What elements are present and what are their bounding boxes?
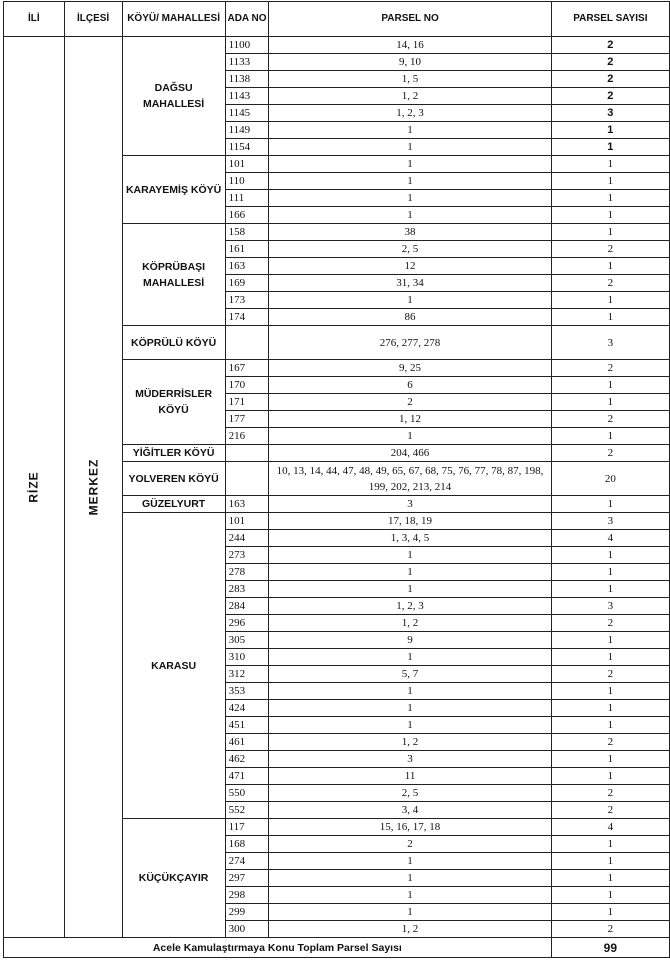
parsel-sayisi-cell: 1 xyxy=(551,547,669,564)
parsel-sayisi-cell: 1 xyxy=(551,887,669,904)
ada-no-cell: 424 xyxy=(225,700,269,717)
parsel-no-cell: 2, 5 xyxy=(269,785,551,802)
parsel-no-cell: 1, 2, 3 xyxy=(269,598,551,615)
parsel-sayisi-cell: 1 xyxy=(551,581,669,598)
parsel-no-cell: 1 xyxy=(269,717,551,734)
ada-no-cell: 216 xyxy=(225,428,269,445)
parsel-no-cell: 10, 13, 14, 44, 47, 48, 49, 65, 67, 68, 75, 76, 77, 78, 87, 198, 199, 202, 213, 214 xyxy=(269,462,551,496)
parsel-sayisi-cell: 2 xyxy=(551,37,669,54)
ada-no-cell: 244 xyxy=(225,530,269,547)
ada-no-cell: 552 xyxy=(225,802,269,819)
parsel-sayisi-cell: 1 xyxy=(551,836,669,853)
parsel-sayisi-cell: 1 xyxy=(551,751,669,768)
ada-no-cell: 166 xyxy=(225,207,269,224)
parsel-no-cell: 15, 16, 17, 18 xyxy=(269,819,551,836)
parsel-sayisi-cell: 1 xyxy=(551,190,669,207)
total-label: Acele Kamulaştırmaya Konu Toplam Parsel Sayısı xyxy=(4,938,552,958)
ada-no-cell: 305 xyxy=(225,632,269,649)
header-il: İLİ xyxy=(4,2,65,37)
parsel-no-cell: 276, 277, 278 xyxy=(269,326,551,360)
parsel-sayisi-cell: 2 xyxy=(551,785,669,802)
ada-no-cell: 167 xyxy=(225,360,269,377)
mahalle-cell: YİĞİTLER KÖYÜ xyxy=(122,445,225,462)
ada-no-cell: 451 xyxy=(225,717,269,734)
ada-no-cell: 284 xyxy=(225,598,269,615)
parsel-sayisi-cell: 1 xyxy=(551,768,669,785)
ada-no-cell: 111 xyxy=(225,190,269,207)
ada-no-cell: 101 xyxy=(225,513,269,530)
ada-no-cell: 1138 xyxy=(225,71,269,88)
ada-no-cell: 274 xyxy=(225,853,269,870)
parsel-no-cell: 1 xyxy=(269,870,551,887)
mahalle-cell: KARASU xyxy=(122,513,225,819)
parsel-sayisi-cell: 4 xyxy=(551,819,669,836)
ada-no-cell: 471 xyxy=(225,768,269,785)
parsel-no-cell: 17, 18, 19 xyxy=(269,513,551,530)
mahalle-cell: GÜZELYURT xyxy=(122,496,225,513)
mahalle-cell: KARAYEMİŞ KÖYÜ xyxy=(122,156,225,224)
ada-no-cell: 298 xyxy=(225,887,269,904)
ada-no-cell: 278 xyxy=(225,564,269,581)
parsel-no-cell: 1, 3, 4, 5 xyxy=(269,530,551,547)
parsel-sayisi-cell: 2 xyxy=(551,241,669,258)
parsel-sayisi-cell: 20 xyxy=(551,462,669,496)
parsel-no-cell: 1 xyxy=(269,683,551,700)
ada-no-cell: 1149 xyxy=(225,122,269,139)
parsel-sayisi-cell: 1 xyxy=(551,377,669,394)
parsel-no-cell: 1, 2 xyxy=(269,88,551,105)
mahalle-cell: MÜDERRİSLER KÖYÜ xyxy=(122,360,225,445)
parsel-no-cell: 1 xyxy=(269,190,551,207)
parsel-no-cell: 1 xyxy=(269,156,551,173)
ada-no-cell: 297 xyxy=(225,870,269,887)
total-value: 99 xyxy=(551,938,669,958)
parsel-sayisi-cell: 2 xyxy=(551,921,669,938)
table-row xyxy=(4,37,670,54)
ada-no-cell: 110 xyxy=(225,173,269,190)
parsel-no-cell: 38 xyxy=(269,224,551,241)
parsel-no-cell: 1 xyxy=(269,904,551,921)
parsel-no-cell: 1 xyxy=(269,853,551,870)
parsel-no-cell: 1, 5 xyxy=(269,71,551,88)
parsel-no-cell: 1 xyxy=(269,428,551,445)
parsel-no-cell: 1, 2 xyxy=(269,921,551,938)
parsel-sayisi-cell: 2 xyxy=(551,275,669,292)
parsel-no-cell: 1, 2 xyxy=(269,615,551,632)
ada-no-cell xyxy=(225,326,269,360)
parsel-no-cell: 1 xyxy=(269,887,551,904)
ada-no-cell: 273 xyxy=(225,547,269,564)
header-ada-no: ADA NO xyxy=(225,2,269,37)
parsel-sayisi-cell: 2 xyxy=(551,445,669,462)
parsel-sayisi-cell: 4 xyxy=(551,530,669,547)
parsel-no-cell: 86 xyxy=(269,309,551,326)
header-ilce: İLÇESİ xyxy=(64,2,122,37)
parsel-no-cell: 2 xyxy=(269,394,551,411)
parsel-no-cell: 5, 7 xyxy=(269,666,551,683)
parsel-no-cell: 1 xyxy=(269,649,551,666)
parsel-no-cell: 3 xyxy=(269,496,551,513)
ada-no-cell: 1133 xyxy=(225,54,269,71)
parsel-sayisi-cell: 1 xyxy=(551,564,669,581)
mahalle-cell: KÜÇÜKÇAYIR xyxy=(122,819,225,938)
parsel-no-cell: 1, 2, 3 xyxy=(269,105,551,122)
ilce-cell xyxy=(64,37,122,938)
parsel-no-cell: 6 xyxy=(269,377,551,394)
parcel-table xyxy=(3,1,670,958)
parsel-sayisi-cell: 2 xyxy=(551,802,669,819)
parsel-sayisi-cell: 3 xyxy=(551,326,669,360)
ilce-label: MERKEZ xyxy=(86,458,101,516)
parsel-no-cell: 14, 16 xyxy=(269,37,551,54)
ada-no-cell: 163 xyxy=(225,496,269,513)
parsel-sayisi-cell: 1 xyxy=(551,717,669,734)
ada-no-cell: 161 xyxy=(225,241,269,258)
parsel-no-cell: 1 xyxy=(269,122,551,139)
parsel-sayisi-cell: 2 xyxy=(551,71,669,88)
parsel-sayisi-cell: 1 xyxy=(551,394,669,411)
ada-no-cell: 158 xyxy=(225,224,269,241)
ada-no-cell: 300 xyxy=(225,921,269,938)
parsel-no-cell: 1, 2 xyxy=(269,734,551,751)
parsel-sayisi-cell: 1 xyxy=(551,207,669,224)
ada-no-cell: 1143 xyxy=(225,88,269,105)
ada-no-cell: 550 xyxy=(225,785,269,802)
parsel-no-cell: 3 xyxy=(269,751,551,768)
parsel-sayisi-cell: 1 xyxy=(551,224,669,241)
ada-no-cell: 171 xyxy=(225,394,269,411)
ada-no-cell: 163 xyxy=(225,258,269,275)
parsel-no-cell: 204, 466 xyxy=(269,445,551,462)
parsel-no-cell: 1 xyxy=(269,139,551,156)
ada-no-cell: 461 xyxy=(225,734,269,751)
ada-no-cell: 299 xyxy=(225,904,269,921)
il-label: RİZE xyxy=(26,471,41,503)
parsel-no-cell: 12 xyxy=(269,258,551,275)
parsel-sayisi-cell: 1 xyxy=(551,853,669,870)
parsel-no-cell: 1 xyxy=(269,700,551,717)
parsel-sayisi-cell: 1 xyxy=(551,700,669,717)
parsel-sayisi-cell: 1 xyxy=(551,122,669,139)
parsel-sayisi-cell: 2 xyxy=(551,666,669,683)
ada-no-cell xyxy=(225,462,269,496)
ada-no-cell: 173 xyxy=(225,292,269,309)
parsel-sayisi-cell: 2 xyxy=(551,88,669,105)
parsel-sayisi-cell: 1 xyxy=(551,870,669,887)
header-parsel-no: PARSEL NO xyxy=(269,2,551,37)
parsel-no-cell: 1 xyxy=(269,564,551,581)
ada-no-cell: 1145 xyxy=(225,105,269,122)
ada-no-cell xyxy=(225,445,269,462)
parsel-sayisi-cell: 1 xyxy=(551,649,669,666)
parsel-sayisi-cell: 1 xyxy=(551,173,669,190)
parsel-sayisi-cell: 1 xyxy=(551,496,669,513)
parsel-no-cell: 31, 34 xyxy=(269,275,551,292)
parsel-sayisi-cell: 1 xyxy=(551,292,669,309)
ada-no-cell: 177 xyxy=(225,411,269,428)
ada-no-cell: 101 xyxy=(225,156,269,173)
table-body xyxy=(4,37,670,958)
parsel-no-cell: 1 xyxy=(269,173,551,190)
ada-no-cell: 312 xyxy=(225,666,269,683)
parsel-no-cell: 1 xyxy=(269,207,551,224)
parsel-sayisi-cell: 2 xyxy=(551,360,669,377)
ada-no-cell: 168 xyxy=(225,836,269,853)
ada-no-cell: 1100 xyxy=(225,37,269,54)
mahalle-cell: KÖPRÜBAŞI MAHALLESİ xyxy=(122,224,225,326)
parsel-sayisi-cell: 2 xyxy=(551,615,669,632)
parsel-no-cell: 9, 10 xyxy=(269,54,551,71)
parsel-sayisi-cell: 2 xyxy=(551,54,669,71)
parsel-sayisi-cell: 1 xyxy=(551,904,669,921)
ada-no-cell: 353 xyxy=(225,683,269,700)
parsel-sayisi-cell: 1 xyxy=(551,156,669,173)
ada-no-cell: 296 xyxy=(225,615,269,632)
parsel-sayisi-cell: 1 xyxy=(551,632,669,649)
parsel-no-cell: 1 xyxy=(269,581,551,598)
parsel-sayisi-cell: 3 xyxy=(551,598,669,615)
parsel-sayisi-cell: 1 xyxy=(551,258,669,275)
parsel-sayisi-cell: 2 xyxy=(551,411,669,428)
parsel-no-cell: 3, 4 xyxy=(269,802,551,819)
ada-no-cell: 283 xyxy=(225,581,269,598)
ada-no-cell: 169 xyxy=(225,275,269,292)
parsel-no-cell: 1 xyxy=(269,292,551,309)
parsel-sayisi-cell: 3 xyxy=(551,105,669,122)
mahalle-cell: YOLVEREN KÖYÜ xyxy=(122,462,225,496)
table-header-row xyxy=(4,2,670,37)
ada-no-cell: 462 xyxy=(225,751,269,768)
document-page xyxy=(3,1,670,958)
header-parsel-sayisi: PARSEL SAYISI xyxy=(551,2,669,37)
parsel-sayisi-cell: 3 xyxy=(551,513,669,530)
parsel-sayisi-cell: 1 xyxy=(551,683,669,700)
ada-no-cell: 1154 xyxy=(225,139,269,156)
parsel-sayisi-cell: 1 xyxy=(551,139,669,156)
parsel-no-cell: 11 xyxy=(269,768,551,785)
parsel-sayisi-cell: 2 xyxy=(551,734,669,751)
total-row xyxy=(4,938,670,958)
parsel-no-cell: 9, 25 xyxy=(269,360,551,377)
il-cell xyxy=(4,37,65,938)
parsel-no-cell: 2, 5 xyxy=(269,241,551,258)
mahalle-cell: KÖPRÜLÜ KÖYÜ xyxy=(122,326,225,360)
ada-no-cell: 310 xyxy=(225,649,269,666)
ada-no-cell: 170 xyxy=(225,377,269,394)
parsel-no-cell: 9 xyxy=(269,632,551,649)
parsel-sayisi-cell: 1 xyxy=(551,309,669,326)
parsel-no-cell: 1, 12 xyxy=(269,411,551,428)
parsel-sayisi-cell: 1 xyxy=(551,428,669,445)
mahalle-cell: DAĞSU MAHALLESİ xyxy=(122,37,225,156)
parsel-no-cell: 2 xyxy=(269,836,551,853)
ada-no-cell: 117 xyxy=(225,819,269,836)
parsel-no-cell: 1 xyxy=(269,547,551,564)
ada-no-cell: 174 xyxy=(225,309,269,326)
header-koy-mahalle: KÖYÜ/ MAHALLESİ xyxy=(122,2,225,37)
